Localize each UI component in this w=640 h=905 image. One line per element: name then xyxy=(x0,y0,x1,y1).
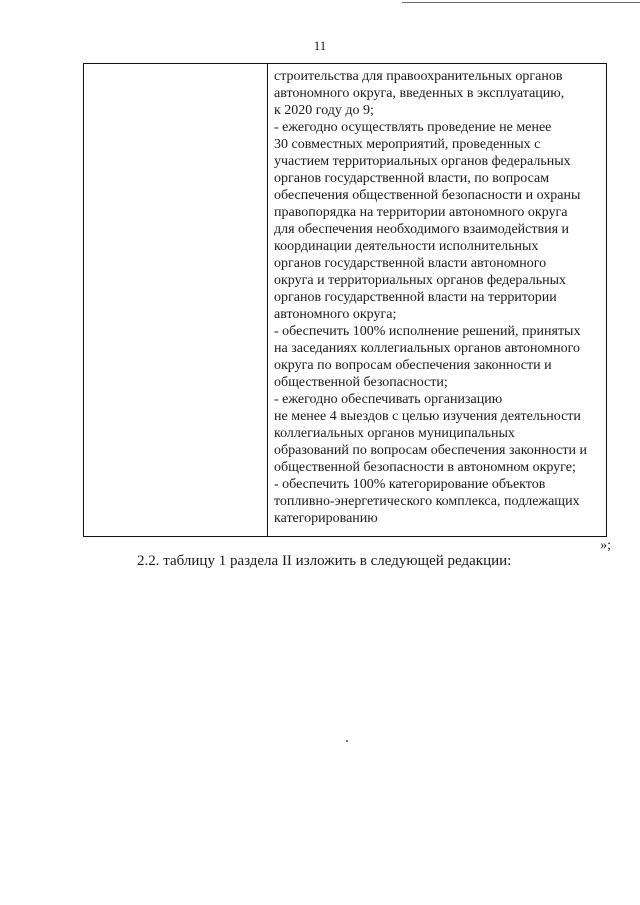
table-text-line: к 2020 году до 9; xyxy=(274,103,374,118)
table-text-line: 30 совместных мероприятий, проведенных с xyxy=(274,137,541,152)
closing-quote: »; xyxy=(600,538,611,553)
page-number: 11 xyxy=(313,38,327,53)
table-text-line: автономного округа; xyxy=(274,307,397,322)
amendment-paragraph: 2.2. таблицу 1 раздела II изложить в следующей редакции: xyxy=(137,553,512,569)
table-text-line: образований по вопросам обеспечения законности и xyxy=(274,443,587,458)
table-text-line: для обеспечения необходимого взаимодействия и xyxy=(274,222,570,237)
table-text-line: органов государственной власти, по вопросам xyxy=(274,171,550,186)
table-text-line: строительства для правоохранительных органов xyxy=(274,69,563,84)
table-text-line: автономного округа, введенных в эксплуатацию, xyxy=(274,86,565,101)
table-text-line: координации деятельности исполнительных xyxy=(274,239,539,254)
table-cell-left xyxy=(84,64,268,536)
table-text-line: категорированию xyxy=(274,511,378,526)
table-cell-right xyxy=(268,64,606,536)
table-text-line: - ежегодно осуществлять проведение не менее xyxy=(274,120,552,135)
table-text-line: не менее 4 выездов с целью изучения деятельности xyxy=(274,409,581,424)
table-text-line: на заседаниях коллегиальных органов автономного xyxy=(274,341,580,356)
table-text-line: округа и территориальных органов федеральных xyxy=(274,273,567,288)
document-table xyxy=(83,63,607,537)
table-text-line: - ежегодно обеспечивать организацию xyxy=(274,392,503,407)
table-text-line: - обеспечить 100% категорирование объектов xyxy=(274,477,546,492)
table-text-line: округа по вопросам обеспечения законности и xyxy=(274,358,552,373)
table-text-line: правопорядка на территории автономного округа xyxy=(274,205,568,220)
table-text-line: участием территориальных органов федеральных xyxy=(274,154,571,169)
table-text-line: топливно-энергетического комплекса, подлежащих xyxy=(274,494,580,509)
top-edge-rule xyxy=(402,2,640,3)
table-text-line: общественной безопасности; xyxy=(274,375,448,390)
table-text-line: общественной безопасности в автономном округе; xyxy=(274,460,576,475)
table-text-line: органов государственной власти автономного xyxy=(274,256,547,271)
table-text-line: коллегиальных органов муниципальных xyxy=(274,426,515,441)
table-text-line: - обеспечить 100% исполнение решений, принятых xyxy=(274,324,581,339)
scan-speck xyxy=(346,740,348,742)
table-text-line: обеспечения общественной безопасности и охраны xyxy=(274,188,581,203)
table-text-line: органов государственной власти на территории xyxy=(274,290,557,305)
